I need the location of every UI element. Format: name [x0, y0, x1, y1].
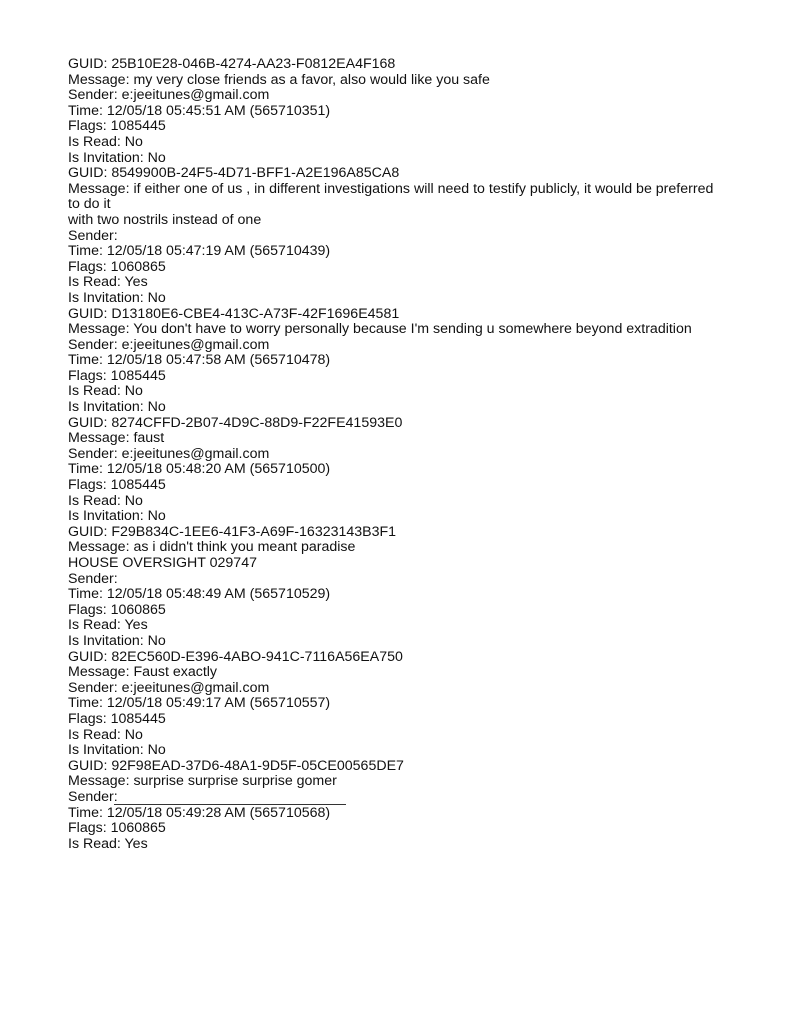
message-log [68, 57, 728, 852]
is-read-line: Is Read: No [68, 726, 143, 743]
message-line: Message: You don't have to worry personally because I'm sending u somewhere beyond extradition [68, 321, 692, 338]
time-line: Time: 12/05/18 05:48:49 AM (565710529) [68, 586, 331, 603]
is-invitation-line: Is Invitation: No [68, 289, 166, 306]
guid-line: GUID: 25B10E28-046B-4274-AA23-F0812EA4F168 [68, 56, 396, 72]
flags-line: Flags: 1060865 [68, 820, 166, 837]
sender-line: Sender: e:jeeitunes@gmail.com [68, 679, 270, 696]
is-invitation-line: Is Invitation: No [68, 632, 166, 649]
is-read-line: Is Read: Yes [68, 835, 148, 852]
message-line: Message: faust [68, 430, 165, 447]
guid-line: GUID: 92F98EAD-37D6-48A1-9D5F-05CE00565DE7 [68, 757, 404, 774]
sender-line: Sender: e:jeeitunes@gmail.com [68, 445, 270, 462]
sender-line: Sender: [68, 227, 118, 244]
flags-line: Flags: 1085445 [68, 710, 166, 727]
message-line: Message: my very close friends as a favor, also would like you safe [68, 71, 490, 88]
message-line: Message: surprise surprise surprise gomer [68, 773, 337, 790]
sender-line: Sender: e:jeeitunes@gmail.com [68, 336, 270, 353]
is-read-line: Is Read: No [68, 133, 143, 150]
time-line: Time: 12/05/18 05:49:28 AM (565710568) [68, 804, 331, 821]
time-line: Time: 12/05/18 05:47:19 AM (565710439) [68, 243, 331, 260]
is-invitation-line: Is Invitation: No [68, 399, 166, 416]
bates-stamp: HOUSE OVERSIGHT 029747 [68, 555, 257, 571]
message-line: Message: Faust exactly [68, 664, 218, 681]
flags-line: Flags: 1085445 [68, 118, 166, 135]
is-read-line: Is Read: No [68, 383, 143, 400]
guid-line: GUID: 8274CFFD-2B07-4D9C-88D9-F22FE41593E0 [68, 414, 403, 431]
guid-line: GUID: 82EC560D-E396-4ABO-941C-7116A56EA750 [68, 648, 403, 665]
is-invitation-line: Is Invitation: No [68, 742, 166, 759]
time-line: Time: 12/05/18 05:47:58 AM (565710478) [68, 352, 331, 369]
time-line: Time: 12/05/18 05:48:20 AM (565710500) [68, 461, 331, 478]
sender-line: Sender: [68, 790, 728, 806]
is-read-line: Is Read: Yes [68, 617, 148, 634]
guid-line: GUID: F29B834C-1EE6-41F3-A69F-16323143B3F1 [68, 523, 397, 540]
sender-line: Sender: e:jeeitunes@gmail.com [68, 87, 270, 104]
time-line: Time: 12/05/18 05:45:51 AM (565710351) [68, 102, 331, 119]
flags-line: Flags: 1085445 [68, 367, 166, 384]
time-line: Time: 12/05/18 05:49:17 AM (565710557) [68, 695, 331, 712]
message-line: Message: if either one of us , in different investigations will need to testify publicly, it would be preferred to do it [68, 180, 714, 213]
flags-line: Flags: 1060865 [68, 258, 166, 275]
sender-line: Sender: [68, 570, 118, 587]
flags-line: Flags: 1085445 [68, 477, 166, 494]
log-line: with two nostrils instead of one [68, 211, 262, 228]
is-invitation-line: Is Invitation: No [68, 508, 166, 525]
message-line: Message: as i didn't think you meant paradise [68, 539, 356, 556]
is-invitation-line: Is Invitation: No [68, 149, 166, 166]
guid-line: GUID: 8549900B-24F5-4D71-BFF1-A2E196A85CA8 [68, 165, 400, 182]
is-read-line: Is Read: No [68, 492, 143, 509]
is-read-line: Is Read: Yes [68, 274, 148, 291]
flags-line: Flags: 1060865 [68, 601, 166, 618]
guid-line: GUID: D13180E6-CBE4-413C-A73F-42F1696E4581 [68, 305, 400, 322]
